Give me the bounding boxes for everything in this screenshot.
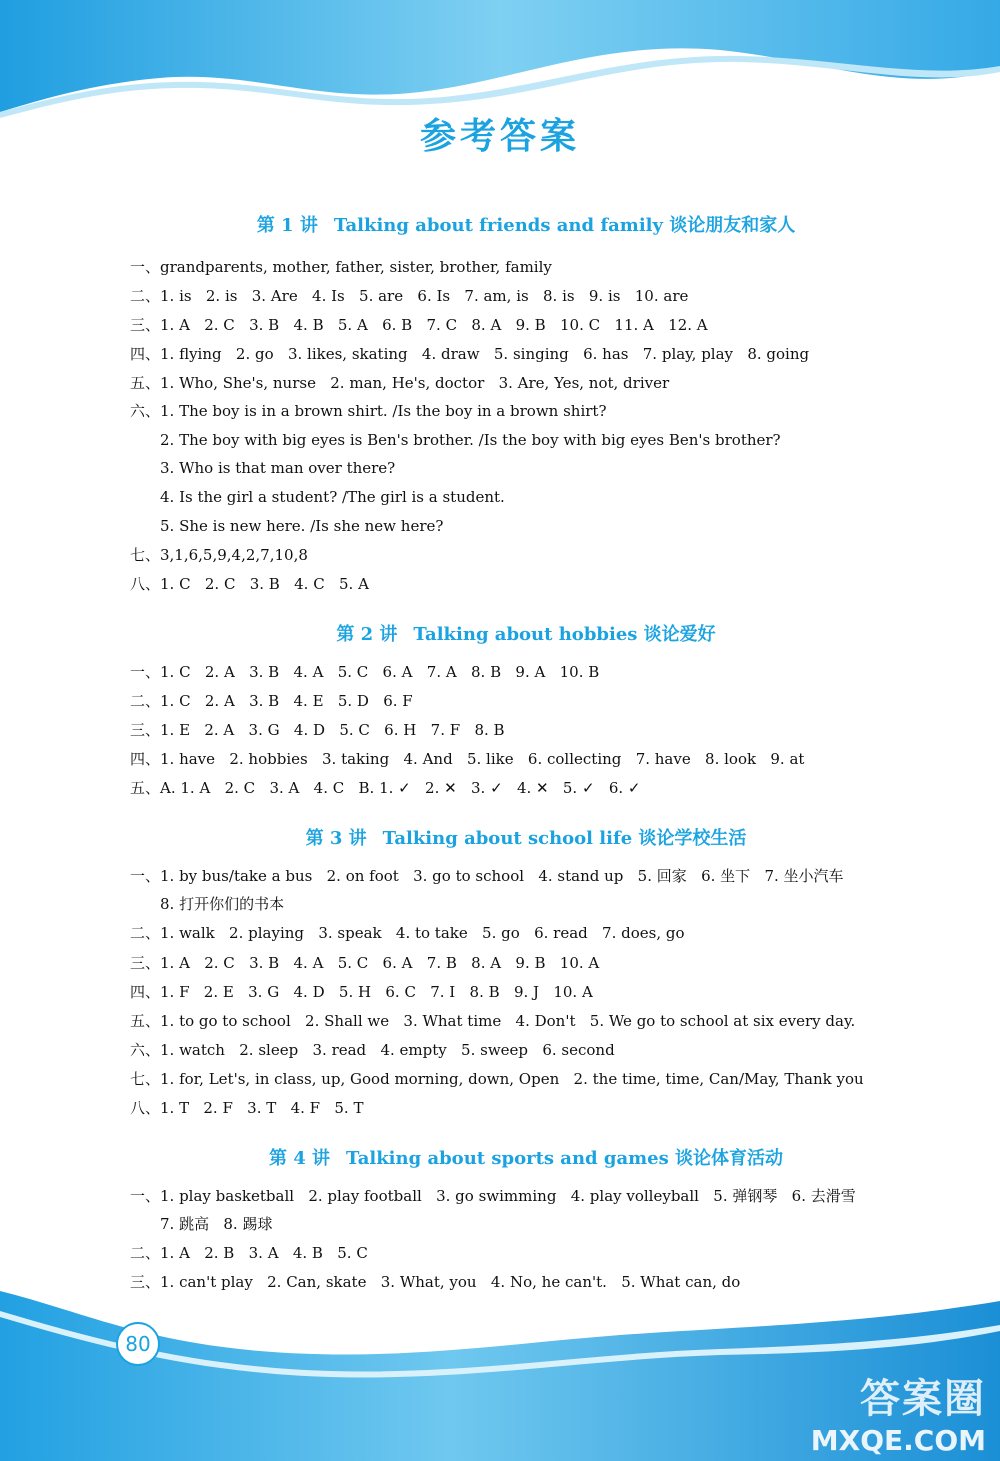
answer-line: 八、1. T 2. F 3. T 4. F 5. T xyxy=(130,1099,364,1117)
answer-line: 2. The boy with big eyes is Ben's brother. /Is the boy with big eyes Ben's brother? xyxy=(160,431,781,449)
section-number: 第 2 讲 xyxy=(336,624,398,645)
answer-line: 四、1. flying 2. go 3. likes, skating 4. draw 5. singing 6. has 7. play, play 8. going xyxy=(130,345,810,363)
answer-line: 3. Who is that man over there? xyxy=(160,459,396,477)
section-title: Talking about friends and family 谈论朋友和家人 xyxy=(333,215,796,236)
answer-line: 六、1. The boy is in a brown shirt. /Is the boy in a brown shirt? xyxy=(130,402,607,420)
section-heading-3 xyxy=(0,824,1000,850)
answer-line: 三、1. A 2. C 3. B 4. B 5. A 6. B 7. C 8. A 9. B 10. C 11. A 12. A xyxy=(130,316,708,334)
section-number: 第 3 讲 xyxy=(305,828,367,849)
answer-line: 一、1. by bus/take a bus 2. on foot 3. go to school 4. stand up 5. 回家 6. 坐下 7. 坐小汽车 xyxy=(130,867,844,885)
section-number: 第 4 讲 xyxy=(268,1148,331,1169)
page-number: 80 xyxy=(116,1322,160,1366)
answer-line: 4. Is the girl a student? /The girl is a student. xyxy=(160,488,505,506)
answer-line: 五、1. Who, She's, nurse 2. man, He's, doctor 3. Are, Yes, not, driver xyxy=(130,374,670,392)
answer-line: 一、grandparents, mother, father, sister, brother, family xyxy=(130,258,552,276)
answer-line: 四、1. have 2. hobbies 3. taking 4. And 5. like 6. collecting 7. have 8. look 9. at xyxy=(130,750,805,768)
watermark-line-1: 答案圈 xyxy=(860,1376,986,1422)
answer-line: 七、1. for, Let's, in class, up, Good morning, down, Open 2. the time, time, Can/May, Thank you xyxy=(130,1070,864,1088)
answer-line: 一、1. C 2. A 3. B 4. A 5. C 6. A 7. A 8. B 9. A 10. B xyxy=(130,663,600,681)
section-heading-1 xyxy=(0,211,1000,237)
answer-line: 7. 跳高 8. 踢球 xyxy=(160,1215,273,1233)
answer-line: 二、1. is 2. is 3. Are 4. Is 5. are 6. Is 7. am, is 8. is 9. is 10. are xyxy=(130,287,689,305)
answer-line: 二、1. C 2. A 3. B 4. E 5. D 6. F xyxy=(130,692,413,710)
section-number: 第 1 讲 xyxy=(256,215,318,236)
answer-line: 三、1. can't play 2. Can, skate 3. What, you 4. No, he can't. 5. What can, do xyxy=(130,1273,741,1291)
section-heading-4 xyxy=(0,1144,1000,1170)
answer-line: 八、1. C 2. C 3. B 4. C 5. A xyxy=(130,575,369,593)
page-title: 参考答案 xyxy=(419,116,580,157)
section-heading-2 xyxy=(0,620,1000,646)
answer-line: 8. 打开你们的书本 xyxy=(160,895,285,913)
section-title: Talking about hobbies 谈论爱好 xyxy=(413,624,716,645)
watermark-line-2: MXQE.COM xyxy=(810,1424,986,1457)
answer-line: 二、1. A 2. B 3. A 4. B 5. C xyxy=(130,1244,368,1262)
answer-line: 五、A. 1. A 2. C 3. A 4. C B. 1. ✓ 2. ✕ 3. ✓ 4. ✕ 5. ✓ 6. ✓ xyxy=(130,779,641,797)
answer-line: 二、1. walk 2. playing 3. speak 4. to take 5. go 6. read 7. does, go xyxy=(130,924,685,942)
answer-line: 5. She is new here. /Is she new here? xyxy=(160,517,444,535)
watermark-logo xyxy=(811,1367,986,1457)
answer-line: 七、3,1,6,5,9,4,2,7,10,8 xyxy=(130,546,308,564)
answer-line: 四、1. F 2. E 3. G 4. D 5. H 6. C 7. I 8. B 9. J 10. A xyxy=(130,983,593,1001)
answer-line: 三、1. A 2. C 3. B 4. A 5. C 6. A 7. B 8. A 9. B 10. A xyxy=(130,954,600,972)
answer-line: 五、1. to go to school 2. Shall we 3. What time 4. Don't 5. We go to school at six every day. xyxy=(130,1012,856,1030)
answer-line: 三、1. E 2. A 3. G 4. D 5. C 6. H 7. F 8. B xyxy=(130,721,505,739)
section-title: Talking about sports and games 谈论体育活动 xyxy=(346,1148,784,1169)
answer-line: 一、1. play basketball 2. play football 3. go swimming 4. play volleyball 5. 弹钢琴 6. 去滑雪 xyxy=(130,1187,856,1205)
answer-line: 六、1. watch 2. sleep 3. read 4. empty 5. sweep 6. second xyxy=(130,1041,615,1059)
section-title: Talking about school life 谈论学校生活 xyxy=(382,828,747,849)
